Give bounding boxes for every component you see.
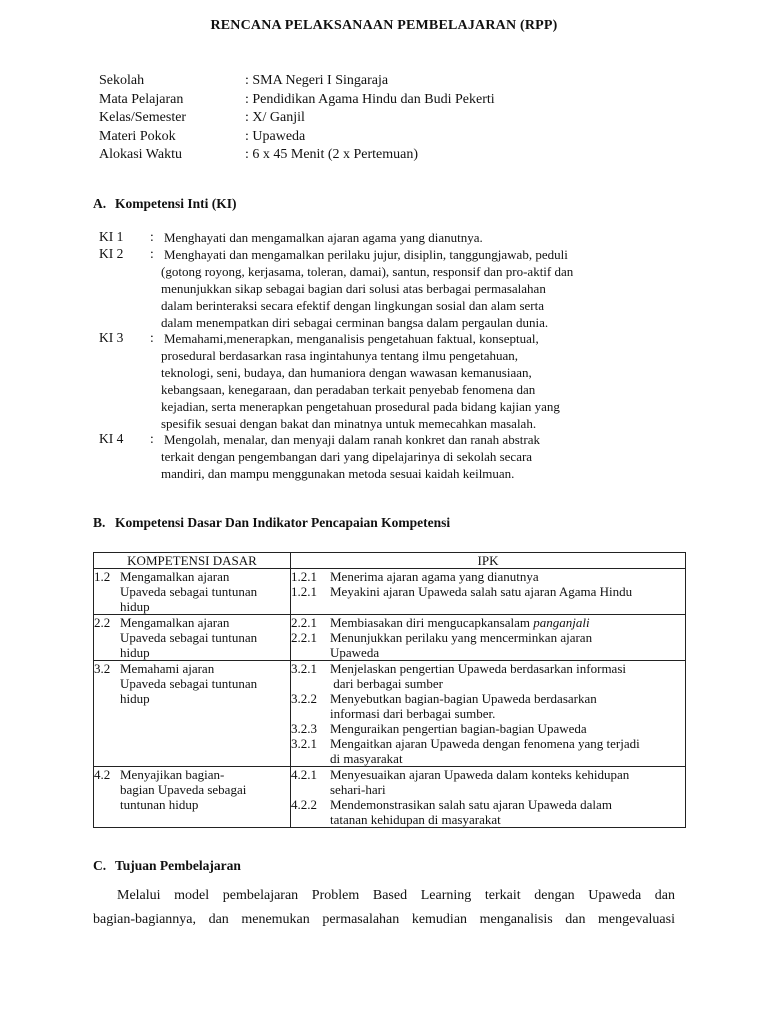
identity-value: : Upaweda — [245, 129, 306, 144]
kd-text: Upaveda sebagai tuntunan — [120, 676, 258, 691]
ki-text-line: kejadian, serta menerapkan pengetahuan prosedural pada bidang kajian yang — [161, 399, 560, 414]
ipk-number: 3.2.1 — [291, 661, 317, 676]
ki-colon: : — [150, 330, 154, 345]
ipk-item — [291, 584, 685, 599]
ki-text-line: Memahami,menerapkan, menganalisis pengetahuan faktual, konseptual, — [164, 331, 539, 346]
ki-text-line: dalam menempatkan diri sebagai cerminan bangsa dalam pergaulan dunia. — [161, 315, 549, 330]
kd-number: 3.2 — [94, 661, 111, 676]
ki-text-line: (gotong royong, kerjasama, toleran, damai), santun, responsif dan pro-aktif dan — [161, 264, 574, 279]
ki-label: KI 2 — [99, 246, 124, 261]
ki-text-line: teknologi, seni, budaya, dan humaniora dengan wawasan kemanusiaan, — [161, 365, 532, 380]
ki-text-line: Menghayati dan mengamalkan ajaran agama yang dianutnya. — [164, 230, 483, 245]
ipk-item — [291, 615, 685, 630]
ipk-text: di masyarakat — [330, 751, 403, 766]
kd-text: hidup — [120, 599, 150, 614]
table-header-ipk: IPK — [291, 553, 686, 569]
ipk-item-continued — [291, 706, 685, 721]
identity-value: : X/ Ganjil — [245, 110, 305, 125]
section-marker: C. — [93, 858, 107, 873]
ipk-number: 3.2.2 — [291, 691, 317, 706]
ipk-number: 2.2.1 — [291, 630, 317, 645]
ipk-item — [291, 797, 685, 812]
kd-cell — [94, 767, 291, 828]
ipk-text: Membiasakan diri mengucapkansalam — [330, 615, 534, 630]
ipk-text: tatanan kehidupan di masyarakat — [330, 812, 501, 827]
kd-text: hidup — [120, 691, 150, 706]
ipk-text: Menerima ajaran agama yang dianutnya — [330, 569, 539, 584]
identity-row-alokasi-waktu — [99, 147, 418, 163]
identity-key: Alokasi Waktu — [99, 147, 182, 162]
section-title: Kompetensi Dasar Dan Indikator Pencapaian Kompetensi — [115, 515, 451, 530]
table-row — [94, 569, 686, 615]
ipk-item — [291, 661, 685, 676]
ipk-item-continued — [291, 645, 685, 660]
ki-colon: : — [150, 246, 154, 261]
ipk-text: Menguraikan pengertian bagian-bagian Upaweda — [330, 721, 587, 736]
identity-key: Sekolah — [99, 73, 145, 88]
ipk-text: Menjelaskan pengertian Upaweda berdasarkan informasi — [330, 661, 626, 676]
kd-text: Upaveda sebagai tuntunan — [120, 630, 258, 645]
kd-text: Mengamalkan ajaran — [120, 615, 230, 630]
section-marker: B. — [93, 515, 106, 530]
identity-row-kelas-semester — [99, 110, 305, 126]
ipk-number: 3.2.3 — [291, 721, 317, 736]
ipk-item — [291, 569, 685, 584]
identity-row-sekolah — [99, 73, 388, 89]
identity-value: : Pendidikan Agama Hindu dan Budi Pekerti — [245, 92, 495, 107]
ipk-cell — [291, 615, 686, 661]
section-b-heading — [93, 515, 450, 531]
ipk-item-continued — [291, 782, 685, 797]
table-header-kd: KOMPETENSI DASAR — [94, 553, 291, 569]
ki-text-line: kebangsaan, kenegaraan, dan peradaban terkait penyebab fenomena dan — [161, 382, 536, 397]
kd-text: Upaveda sebagai tuntunan — [120, 584, 258, 599]
kd-text: Memahami ajaran — [120, 661, 215, 676]
section-title: Tujuan Pembelajaran — [115, 858, 241, 873]
identity-row-mata-pelajaran — [99, 92, 495, 108]
ki-text-line: mandiri, dan mampu menggunakan metoda sesuai kaidah keilmuan. — [161, 466, 515, 481]
ki-text-line: dalam berinteraksi secara efektif dengan lingkungan sosial dan alam serta — [161, 298, 544, 313]
ki-text-line: prosedural berdasarkan rasa ingintahunya tentang ilmu pengetahuan, — [161, 348, 519, 363]
ipk-number: 2.2.1 — [291, 615, 317, 630]
ipk-text: Menyesuaikan ajaran Upaweda dalam konteks kehidupan — [330, 767, 630, 782]
ki-text-line: menunjukkan sikap sebagai bagian dari solusi atas berbagai permasalahan — [161, 281, 546, 296]
ki-text-line: Mengolah, menalar, dan menyaji dalam ranah konkret dan ranah abstrak — [164, 432, 540, 447]
ipk-item — [291, 630, 685, 645]
ipk-number: 3.2.1 — [291, 736, 317, 751]
ipk-text: dari berbagai sumber — [330, 676, 443, 691]
ipk-text: sehari-hari — [330, 782, 386, 797]
ipk-item — [291, 736, 685, 751]
ipk-item — [291, 691, 685, 706]
ipk-text: Menunjukkan perilaku yang mencerminkan ajaran — [330, 630, 593, 645]
paragraph-line: Melalui model pembelajaran Problem Based Learning terkait dengan Upaweda dan — [117, 888, 675, 903]
ipk-text: Upaweda — [330, 645, 380, 660]
ipk-cell — [291, 661, 686, 767]
kd-number: 1.2 — [94, 569, 111, 584]
ipk-item — [291, 721, 685, 736]
identity-value: : SMA Negeri I Singaraja — [245, 73, 389, 88]
ipk-text-italic: panganjali — [533, 615, 590, 630]
ipk-number: 1.2.1 — [291, 584, 317, 599]
ipk-item-continued — [291, 751, 685, 766]
ipk-text: Meyakini ajaran Upaweda salah satu ajaran Agama Hindu — [330, 584, 633, 599]
kd-text: Menyajikan bagian- — [120, 767, 225, 782]
ipk-item — [291, 767, 685, 782]
kd-cell — [94, 569, 291, 615]
section-a-heading — [93, 196, 237, 212]
identity-key: Kelas/Semester — [99, 110, 187, 125]
identity-key: Mata Pelajaran — [99, 92, 184, 107]
table-row — [94, 661, 686, 767]
identity-value: : 6 x 45 Menit (2 x Pertemuan) — [245, 147, 419, 162]
ipk-cell — [291, 569, 686, 615]
ipk-text: Menyebutkan bagian-bagian Upaweda berdasarkan — [330, 691, 597, 706]
section-marker: A. — [93, 196, 107, 211]
kd-text: tuntunan hidup — [120, 797, 199, 812]
kd-cell — [94, 661, 291, 767]
section-c-heading — [93, 858, 241, 874]
ipk-number: 4.2.2 — [291, 797, 317, 812]
identity-row-materi-pokok — [99, 129, 305, 145]
kd-number: 2.2 — [94, 615, 111, 630]
ki-label: KI 1 — [99, 229, 124, 244]
table-row — [94, 615, 686, 661]
kd-number: 4.2 — [94, 767, 111, 782]
kd-text: hidup — [120, 645, 150, 660]
ipk-item-continued — [291, 812, 685, 827]
objective-paragraph — [93, 884, 675, 932]
ki-colon: : — [150, 229, 154, 244]
document-title: RENCANA PELAKSANAAN PEMBELAJARAN (RPP) — [210, 18, 558, 33]
ki-text-line: spesifik sesuai dengan bakat dan minatnya untuk memecahkan masalah. — [161, 416, 537, 431]
ki-text-line: Menghayati dan mengamalkan perilaku jujur, disiplin, tanggungjawab, peduli — [164, 247, 568, 262]
ki-colon: : — [150, 431, 154, 446]
ipk-item-continued — [291, 676, 685, 691]
identity-key: Materi Pokok — [99, 129, 176, 144]
kd-cell — [94, 615, 291, 661]
competency-table — [93, 552, 686, 828]
ipk-text: Mengaitkan ajaran Upaweda dengan fenomena yang terjadi — [330, 736, 640, 751]
ki-label: KI 3 — [99, 330, 124, 345]
paragraph-line: bagian-bagiannya, dan menemukan permasalahan kemudian menganalisis dan mengevaluasi — [93, 912, 675, 927]
table-header-row — [94, 553, 686, 569]
ki-label: KI 4 — [99, 431, 124, 446]
kd-text: Mengamalkan ajaran — [120, 569, 230, 584]
kd-text: bagian Upaveda sebagai — [120, 782, 247, 797]
section-title: Kompetensi Inti (KI) — [115, 196, 237, 211]
ipk-number: 1.2.1 — [291, 569, 317, 584]
ipk-cell — [291, 767, 686, 828]
ipk-text: informasi dari berbagai sumber. — [330, 706, 496, 721]
ipk-number: 4.2.1 — [291, 767, 317, 782]
ipk-text: Mendemonstrasikan salah satu ajaran Upaweda dalam — [330, 797, 612, 812]
table-row — [94, 767, 686, 828]
ki-text-line: terkait dengan pengembangan dari yang dipelajarinya di sekolah secara — [161, 449, 533, 464]
